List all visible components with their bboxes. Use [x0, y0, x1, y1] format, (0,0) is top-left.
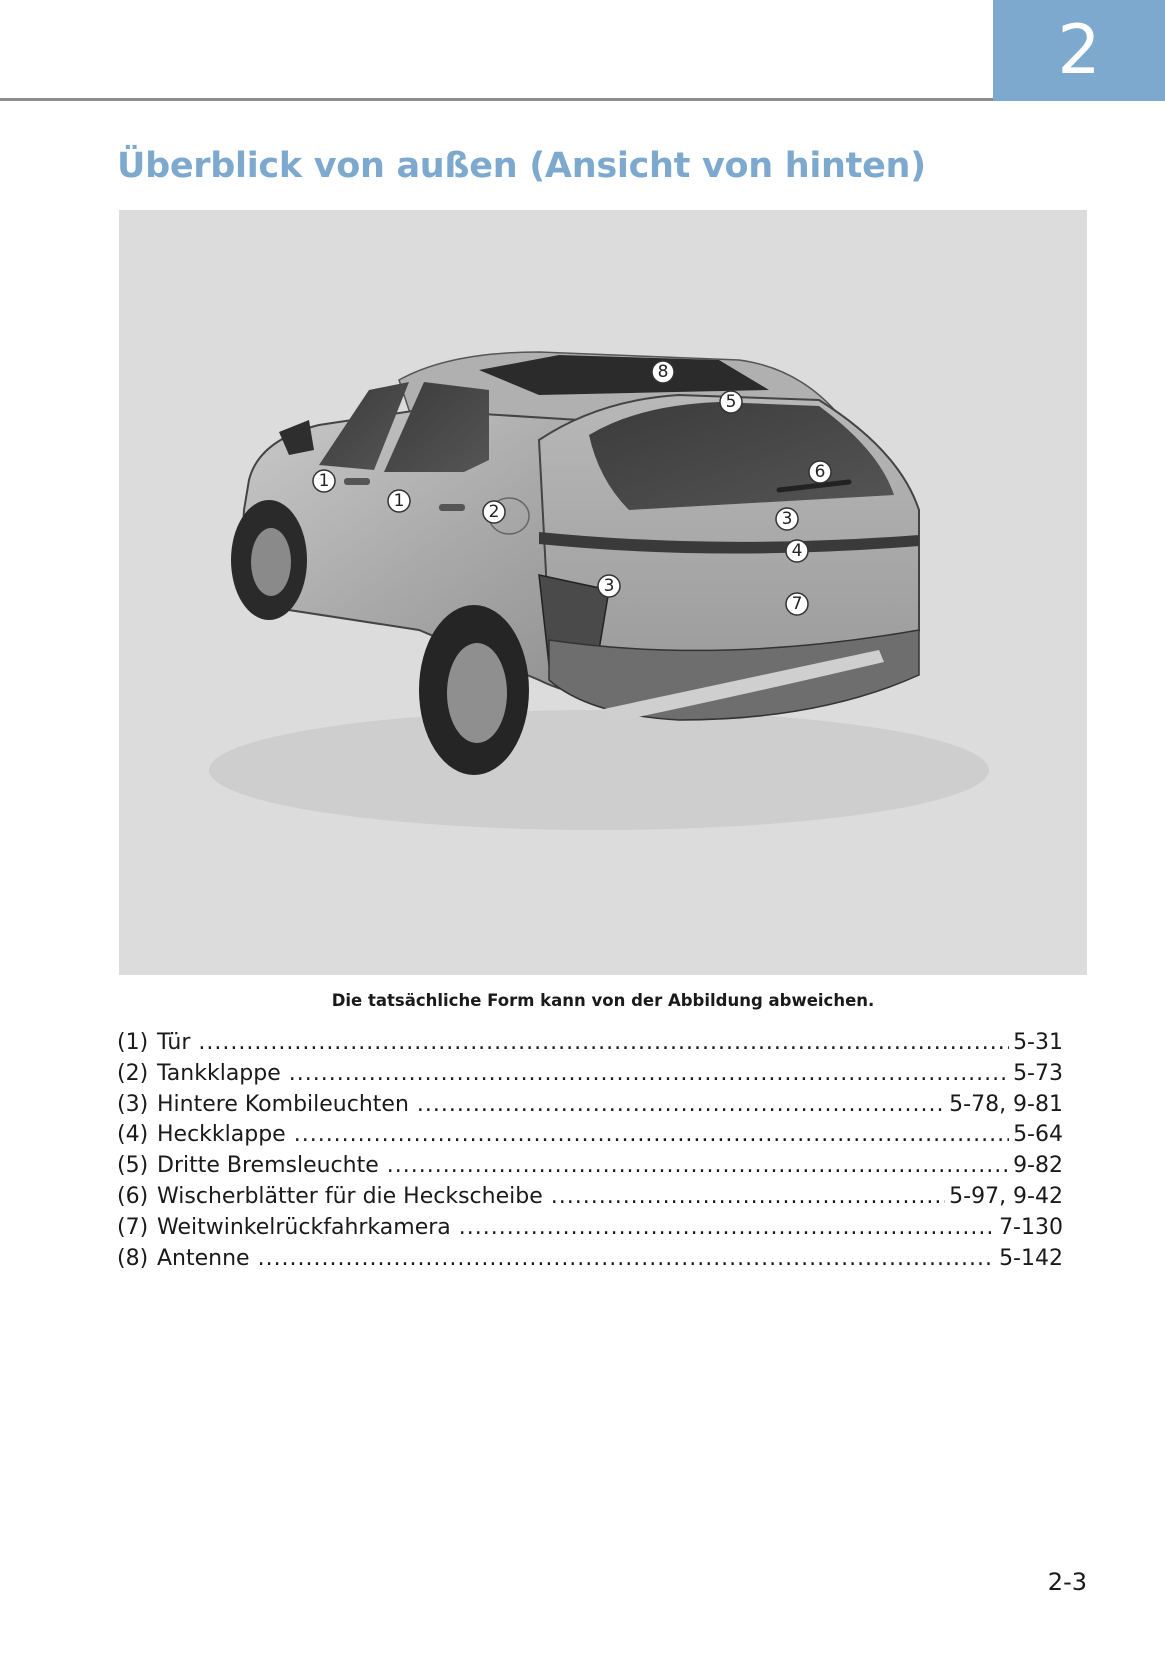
- leader-dots: [459, 1215, 995, 1240]
- legend-number: (4): [117, 1122, 149, 1148]
- leader-dots: [551, 1184, 945, 1209]
- legend-item: [117, 1215, 1063, 1246]
- callout-3b: [776, 508, 798, 530]
- callout-6: [809, 461, 831, 483]
- legend-number: (5): [117, 1153, 149, 1179]
- door-handle-rear: [439, 504, 465, 511]
- leader-dots: [387, 1153, 1009, 1178]
- page-reference: 5-78, 9-81: [949, 1091, 1063, 1117]
- page-reference: 5-97, 9-42: [949, 1183, 1063, 1209]
- svg-text:1: 1: [318, 471, 330, 491]
- chapter-tab: 2: [993, 0, 1165, 101]
- header-rule: [0, 98, 993, 101]
- page-reference: 5-142: [999, 1245, 1063, 1271]
- legend-number: (1): [117, 1030, 149, 1055]
- svg-text:3: 3: [603, 576, 615, 596]
- legend-label: Wischerblätter für die Heckscheibe: [157, 1183, 543, 1209]
- leader-dots: [198, 1030, 1009, 1055]
- legend-number: (7): [117, 1214, 149, 1240]
- svg-text:3: 3: [781, 509, 793, 529]
- legend-label: Hintere Kombileuchten: [157, 1091, 409, 1117]
- svg-text:1: 1: [393, 491, 405, 511]
- callout-8: [652, 361, 674, 383]
- page-reference: 5-31: [1013, 1030, 1063, 1055]
- legend-item: [117, 1092, 1063, 1123]
- callout-1a: [313, 470, 335, 492]
- leader-dots: [294, 1122, 1009, 1147]
- svg-text:8: 8: [657, 362, 669, 382]
- legend-number: (2): [117, 1060, 149, 1086]
- component-legend: [117, 1030, 1063, 1276]
- page-reference: 5-64: [1013, 1122, 1063, 1148]
- page-reference: 5-73: [1013, 1060, 1063, 1086]
- page-reference: 9-82: [1013, 1153, 1063, 1179]
- legend-label: Antenne: [157, 1245, 250, 1271]
- callout-3a: [598, 575, 620, 597]
- legend-item: [117, 1122, 1063, 1153]
- leader-dots: [417, 1092, 945, 1117]
- door-handle-front: [344, 478, 370, 485]
- callout-5: [720, 391, 742, 413]
- svg-text:7: 7: [791, 594, 803, 614]
- callout-1b: [388, 490, 410, 512]
- page-reference: 7-130: [999, 1214, 1063, 1240]
- legend-label: Dritte Bremsleuchte: [157, 1153, 379, 1179]
- legend-label: Heckklappe: [157, 1122, 286, 1148]
- legend-item: [117, 1153, 1063, 1184]
- legend-item: [117, 1184, 1063, 1215]
- callout-2: [483, 501, 505, 523]
- legend-label: Weitwinkelrückfahrkamera: [157, 1214, 451, 1240]
- leader-dots: [258, 1246, 995, 1271]
- page-number: 2-3: [1047, 1568, 1087, 1596]
- svg-text:4: 4: [791, 541, 803, 561]
- legend-number: (3): [117, 1091, 149, 1117]
- legend-label: Tür: [157, 1030, 191, 1055]
- ground-shadow: [209, 710, 989, 830]
- legend-number: (8): [117, 1245, 149, 1271]
- legend-label: Tankklappe: [157, 1060, 281, 1086]
- svg-text:5: 5: [725, 392, 737, 412]
- svg-text:6: 6: [814, 462, 826, 482]
- callout-4: [786, 540, 808, 562]
- page-title: Überblick von außen (Ansicht von hinten): [117, 146, 926, 186]
- svg-text:2: 2: [488, 502, 500, 522]
- figure-caption: Die tatsächliche Form kann von der Abbildung abweichen.: [331, 991, 875, 1010]
- callout-7: [786, 593, 808, 615]
- car-rear-illustration: [119, 210, 1087, 975]
- legend-item: [117, 1246, 1063, 1277]
- rear-window: [589, 402, 894, 510]
- legend-item: [117, 1030, 1063, 1061]
- leader-dots: [289, 1061, 1009, 1086]
- legend-number: (6): [117, 1183, 149, 1209]
- legend-item: [117, 1061, 1063, 1092]
